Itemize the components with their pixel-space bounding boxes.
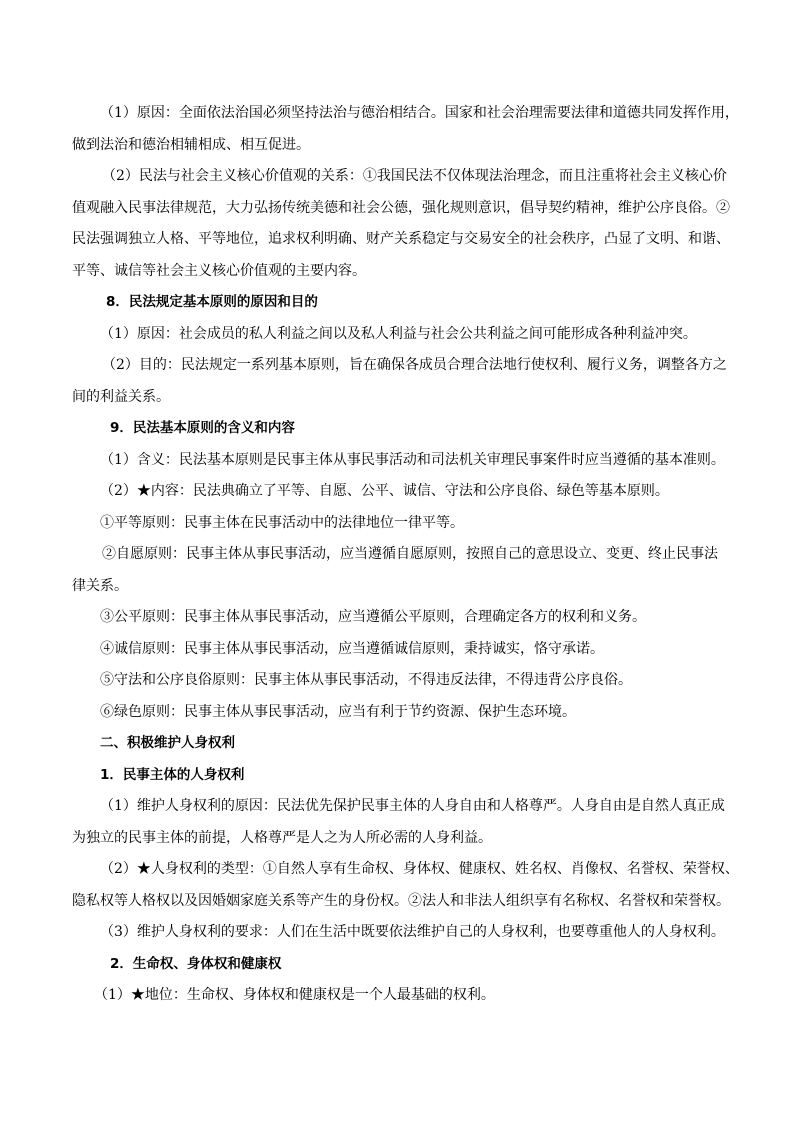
paragraph-line: ⑥绿色原则：民事主体从事民事活动，应当有利于节约资源、保护生态环境。 xyxy=(100,703,576,720)
paragraph-line: （1）含义：民法基本原则是民事主体从事民事活动和司法机关审理民事案件时应当遵循的基本准则。 xyxy=(100,451,725,468)
paragraph-line: ①平等原则：民事主体在民事活动中的法律地位一律平等。 xyxy=(100,514,464,531)
document-body xyxy=(72,98,739,1012)
paragraph-line: ③公平原则：民事主体从事民事活动，应当遵循公平原则，合理确定各方的权利和义务。 xyxy=(100,609,646,625)
paragraph-line: （1）★地位：生命权、身体权和健康权是一个人最基础的权利。 xyxy=(94,987,495,1003)
paragraph-line: 间的利益关系。 xyxy=(72,388,170,405)
paragraph-line: 做到法治和德治相辅相成、相互促进。 xyxy=(72,136,310,153)
paragraph-line: 平等、诚信等社会主义核心价值观的主要内容。 xyxy=(72,262,366,279)
paragraph-line: （2）民法与社会主义核心价值观的关系：①我国民法不仅体现法治理念，而且注重将社会主义核心价 xyxy=(102,168,727,184)
section-heading: 2．生命权、身体权和健康权 xyxy=(110,955,282,972)
section-heading: 8．民法规定基本原则的原因和目的 xyxy=(106,294,318,310)
paragraph-line: 隐私权等人格权以及因婚姻家庭关系等产生的身份权。②法人和非法人组织享有名称权、名誉权和荣誉权。 xyxy=(72,892,730,909)
paragraph-line: 民法强调独立人格、平等地位，追求权利明确、财产关系稳定与交易安全的社会秩序，凸显了文明、和谐、 xyxy=(72,231,730,247)
paragraph-line: 律关系。 xyxy=(72,577,128,594)
paragraph-line: ⑤守法和公序良俗原则：民事主体从事民事活动，不得违反法律，不得违背公序良俗。 xyxy=(100,672,632,688)
paragraph-line: （1）原因：社会成员的私人利益之间以及私人利益与社会公共利益之间可能形成各种利益冲突。 xyxy=(100,325,697,342)
paragraph-line: （2）目的：民法规定一系列基本原则，旨在确保各成员合理合法地行使权利、履行义务，调整各方之 xyxy=(102,357,727,373)
paragraph-line: 为独立的民事主体的前提，人格尊严是人之为人所必需的人身利益。 xyxy=(72,829,492,846)
paragraph-line: （3）维护人身权利的要求：人们在生活中既要依法维护自己的人身权利，也要尊重他人的人身权利。 xyxy=(100,924,725,940)
paragraph-line: ④诚信原则：民事主体从事民事活动，应当遵循诚信原则，秉持诚实，恪守承诺。 xyxy=(100,640,604,657)
paragraph-line: 值观融入民事法律规范，大力弘扬传统美德和社会公德，强化规则意识，倡导契约精神，维护公序良俗。② xyxy=(72,199,730,216)
section-heading: 二、积极维护人身权利 xyxy=(100,735,235,751)
section-heading: 9．民法基本原则的含义和内容 xyxy=(110,420,295,436)
paragraph-line: （2）★人身权利的类型：①自然人享有生命权、身体权、健康权、姓名权、肖像权、名誉权、荣誉权、 xyxy=(100,861,739,877)
paragraph-line: （1）原因：全面依法治国必须坚持法治与德治相结合。国家和社会治理需要法律和道德共同发挥作用， xyxy=(100,105,739,121)
paragraph-line: （2）★内容：民法典确立了平等、自愿、公平、诚信、守法和公序良俗、绿色等基本原则。 xyxy=(100,483,669,499)
paragraph-line: ②自愿原则：民事主体从事民事活动，应当遵循自愿原则，按照自己的意思设立、变更、终止民事法 xyxy=(102,546,718,562)
paragraph-line: （1）维护人身权利的原因：民法优先保护民事主体的人身自由和人格尊严。人身自由是自然人真正成 xyxy=(100,798,725,814)
section-heading: 1．民事主体的人身权利 xyxy=(100,766,245,783)
